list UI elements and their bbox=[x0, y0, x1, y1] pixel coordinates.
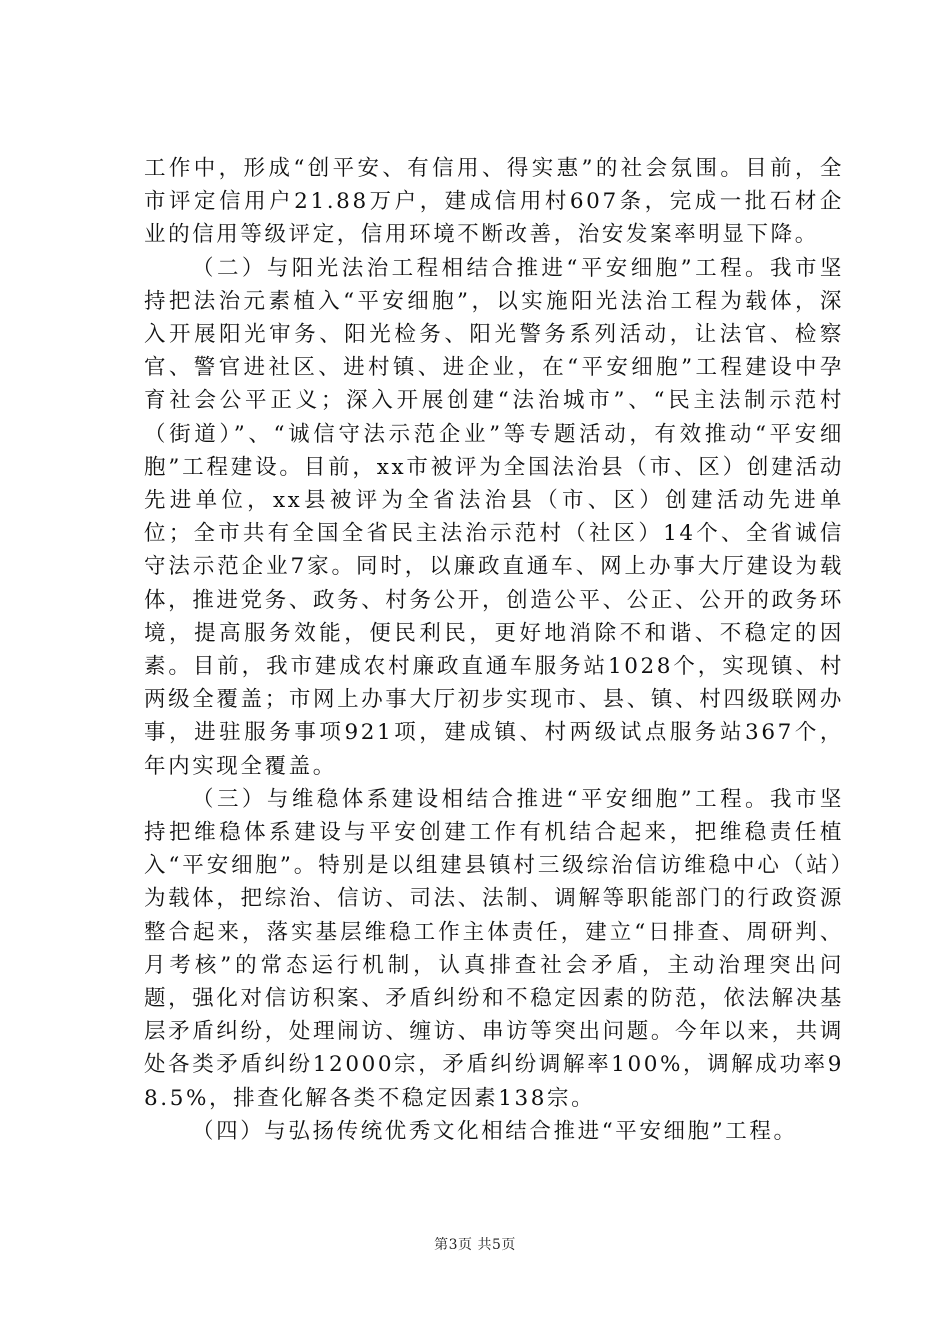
page-footer: 第3页 共5页 bbox=[434, 1237, 516, 1253]
paragraph-section-4: （四）与弘扬传统优秀文化相结合推进“平安细胞”工程。 bbox=[192, 1118, 798, 1144]
paragraph-section-2: （二）与阳光法治工程相结合推进“平安细胞”工程。我市坚持把法治元素植入“平安细胞”，以实施阳光法治工程为载体，深入开展阳光审务、阳光检务、阳光警务系列活动，让法官、检察官、警官进社区、进村镇、进企业，在“平安细胞”工程建设中孕育社会公平正义；深入开展创建“法治城市”、“民主法制示范村（街道）”、“诚信守法示范企业”等专题活动，有效推动“平安细胞”工程建设。目前，xx市被评为全国法治县（市、区）创建活动先进单位，xx县被评为全省法治县（市、区）创建活动先进单位；全市共有全国全省民主法治示范村（社区）14个、全省诚信守法示范企业7家。同时，以廉政直通车、网上办事大厅建设为载体，推进党务、政务、村务公开，创造公平、公正、公开的政务环境，提高服务效能，便民利民，更好地消除不和谐、不稳定的因素。目前，我市建成农村廉政直通车服务站1028个，实现镇、村两级全覆盖；市网上办事大厅初步实现市、县、镇、村四级联网办事，进驻服务事项921项，建成镇、村两级试点服务站367个，年内实现全覆盖。 bbox=[144, 255, 844, 779]
paragraph-continuation: 工作中，形成“创平安、有信用、得实惠”的社会氛围。目前，全市评定信用户21.88万户，建成信用村607条，完成一批石材企业的信用等级评定，信用环境不断改善，治安发案率明显下降。 bbox=[144, 156, 844, 248]
document-body bbox=[144, 152, 844, 1148]
paragraph-section-3: （三）与维稳体系建设相结合推进“平安细胞”工程。我市坚持把维稳体系建设与平安创建工作有机结合起来，把维稳责任植入“平安细胞”。特别是以组建县镇村三级综治信访维稳中心（站）为载体，把综治、信访、司法、法制、调解等职能部门的行政资源整合起来，落实基层维稳工作主体责任，建立“日排查、周研判、月考核”的常态运行机制，认真排查社会矛盾，主动治理突出问题，强化对信访积案、矛盾纠纷和不稳定因素的防范，依法解决基层矛盾纠纷，处理闹访、缠访、串访等突出问题。今年以来，共调处各类矛盾纠纷12000宗，矛盾纠纷调解率100%，调解成功率98.5%，排查化解各类不稳定因素138宗。 bbox=[144, 786, 844, 1111]
